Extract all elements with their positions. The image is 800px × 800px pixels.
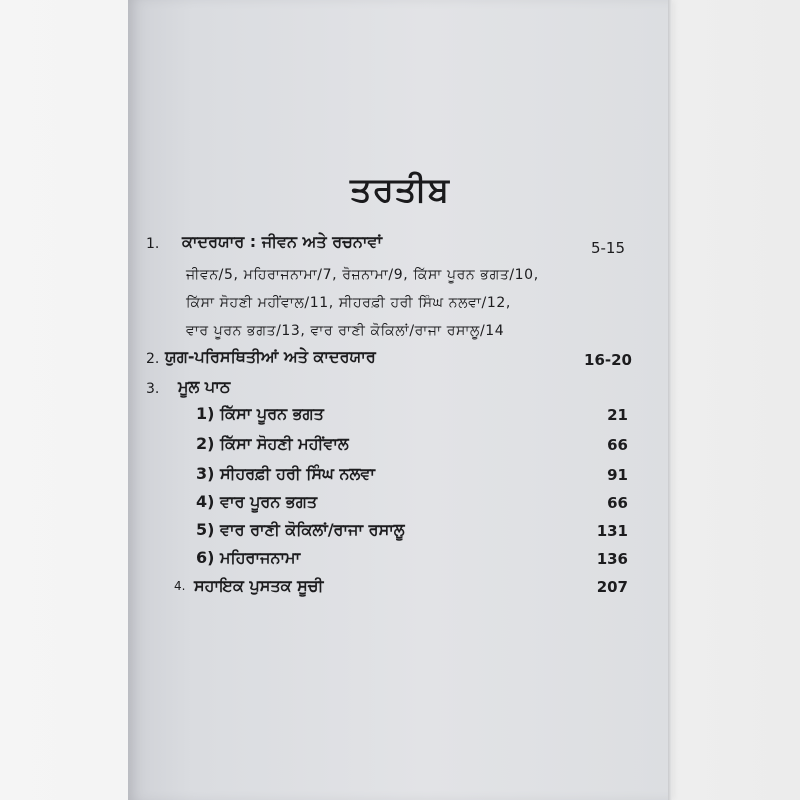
section-pages: 5-15 (590, 239, 625, 257)
toc-item-page: 91 (607, 466, 628, 484)
subtopic-line: ਜੀਵਨ/5, ਮਹਿਰਾਜਨਾਮਾ/7, ਰੋਜ਼ਨਾਮਾ/9, ਕਿੱਸਾ ਪੂਰਨ ਭਗਤ/10, (186, 267, 539, 283)
section-title: ਯੁਗ-ਪਰਿਸਥਿਤੀਆਂ ਅਤੇ ਕਾਦਰਯਾਰ (165, 347, 376, 366)
toc-item-page: 66 (607, 494, 628, 512)
toc-item-page: 21 (607, 406, 628, 424)
section-number: 2. (146, 351, 160, 367)
toc-title: ਤਰਤੀਬ (349, 170, 451, 210)
toc-item-label: 6) ਮਹਿਰਾਜਨਾਮਾ (196, 548, 301, 567)
section-pages: 207 (596, 578, 628, 596)
toc-item-page: 131 (596, 522, 628, 540)
section-number: 1. (146, 236, 160, 252)
toc-item-label: 1) ਕਿੱਸਾ ਪੂਰਨ ਭਗਤ (196, 404, 324, 423)
section-number: 4. (174, 579, 186, 593)
subtopic-line: ਕਿੱਸਾ ਸੋਹਣੀ ਮਹੀਂਵਾਲ/11, ਸੀਹਰਫ਼ੀ ਹਰੀ ਸਿੰਘ ਨਲਵਾ/12, (186, 295, 511, 311)
toc-item-page: 66 (607, 436, 628, 454)
section-title: ਮੂਲ ਪਾਠ (178, 377, 231, 396)
subtopic-line: ਵਾਰ ਪੂਰਨ ਭਗਤ/13, ਵਾਰ ਰਾਣੀ ਕੋਕਿਲਾਂ/ਰਾਜਾ ਰਸਾਲੂ/14 (186, 323, 505, 339)
toc-item-label: 5) ਵਾਰ ਰਾਣੀ ਕੋਕਿਲਾਂ/ਰਾਜਾ ਰਸਾਲੂ (196, 520, 405, 539)
page-edge (668, 0, 672, 800)
section-title: ਕਾਦਰਯਾਰ : ਜੀਵਨ ਅਤੇ ਰਚਨਾਵਾਂ (182, 232, 383, 251)
section-title: ਸਹਾਇਕ ਪੁਸਤਕ ਸੂਚੀ (194, 576, 324, 595)
toc-item-label: 2) ਕਿੱਸਾ ਸੋਹਣੀ ਮਹੀਂਵਾਲ (196, 434, 349, 453)
toc-item-page: 136 (596, 550, 628, 568)
section-number: 3. (146, 381, 160, 397)
book-page (128, 0, 670, 800)
toc-item-label: 3) ਸੀਹਰਫ਼ੀ ਹਰੀ ਸਿੰਘ ਨਲਵਾ (196, 464, 375, 483)
section-pages: 16-20 (584, 351, 632, 369)
toc-item-label: 4) ਵਾਰ ਪੂਰਨ ਭਗਤ (196, 492, 318, 511)
